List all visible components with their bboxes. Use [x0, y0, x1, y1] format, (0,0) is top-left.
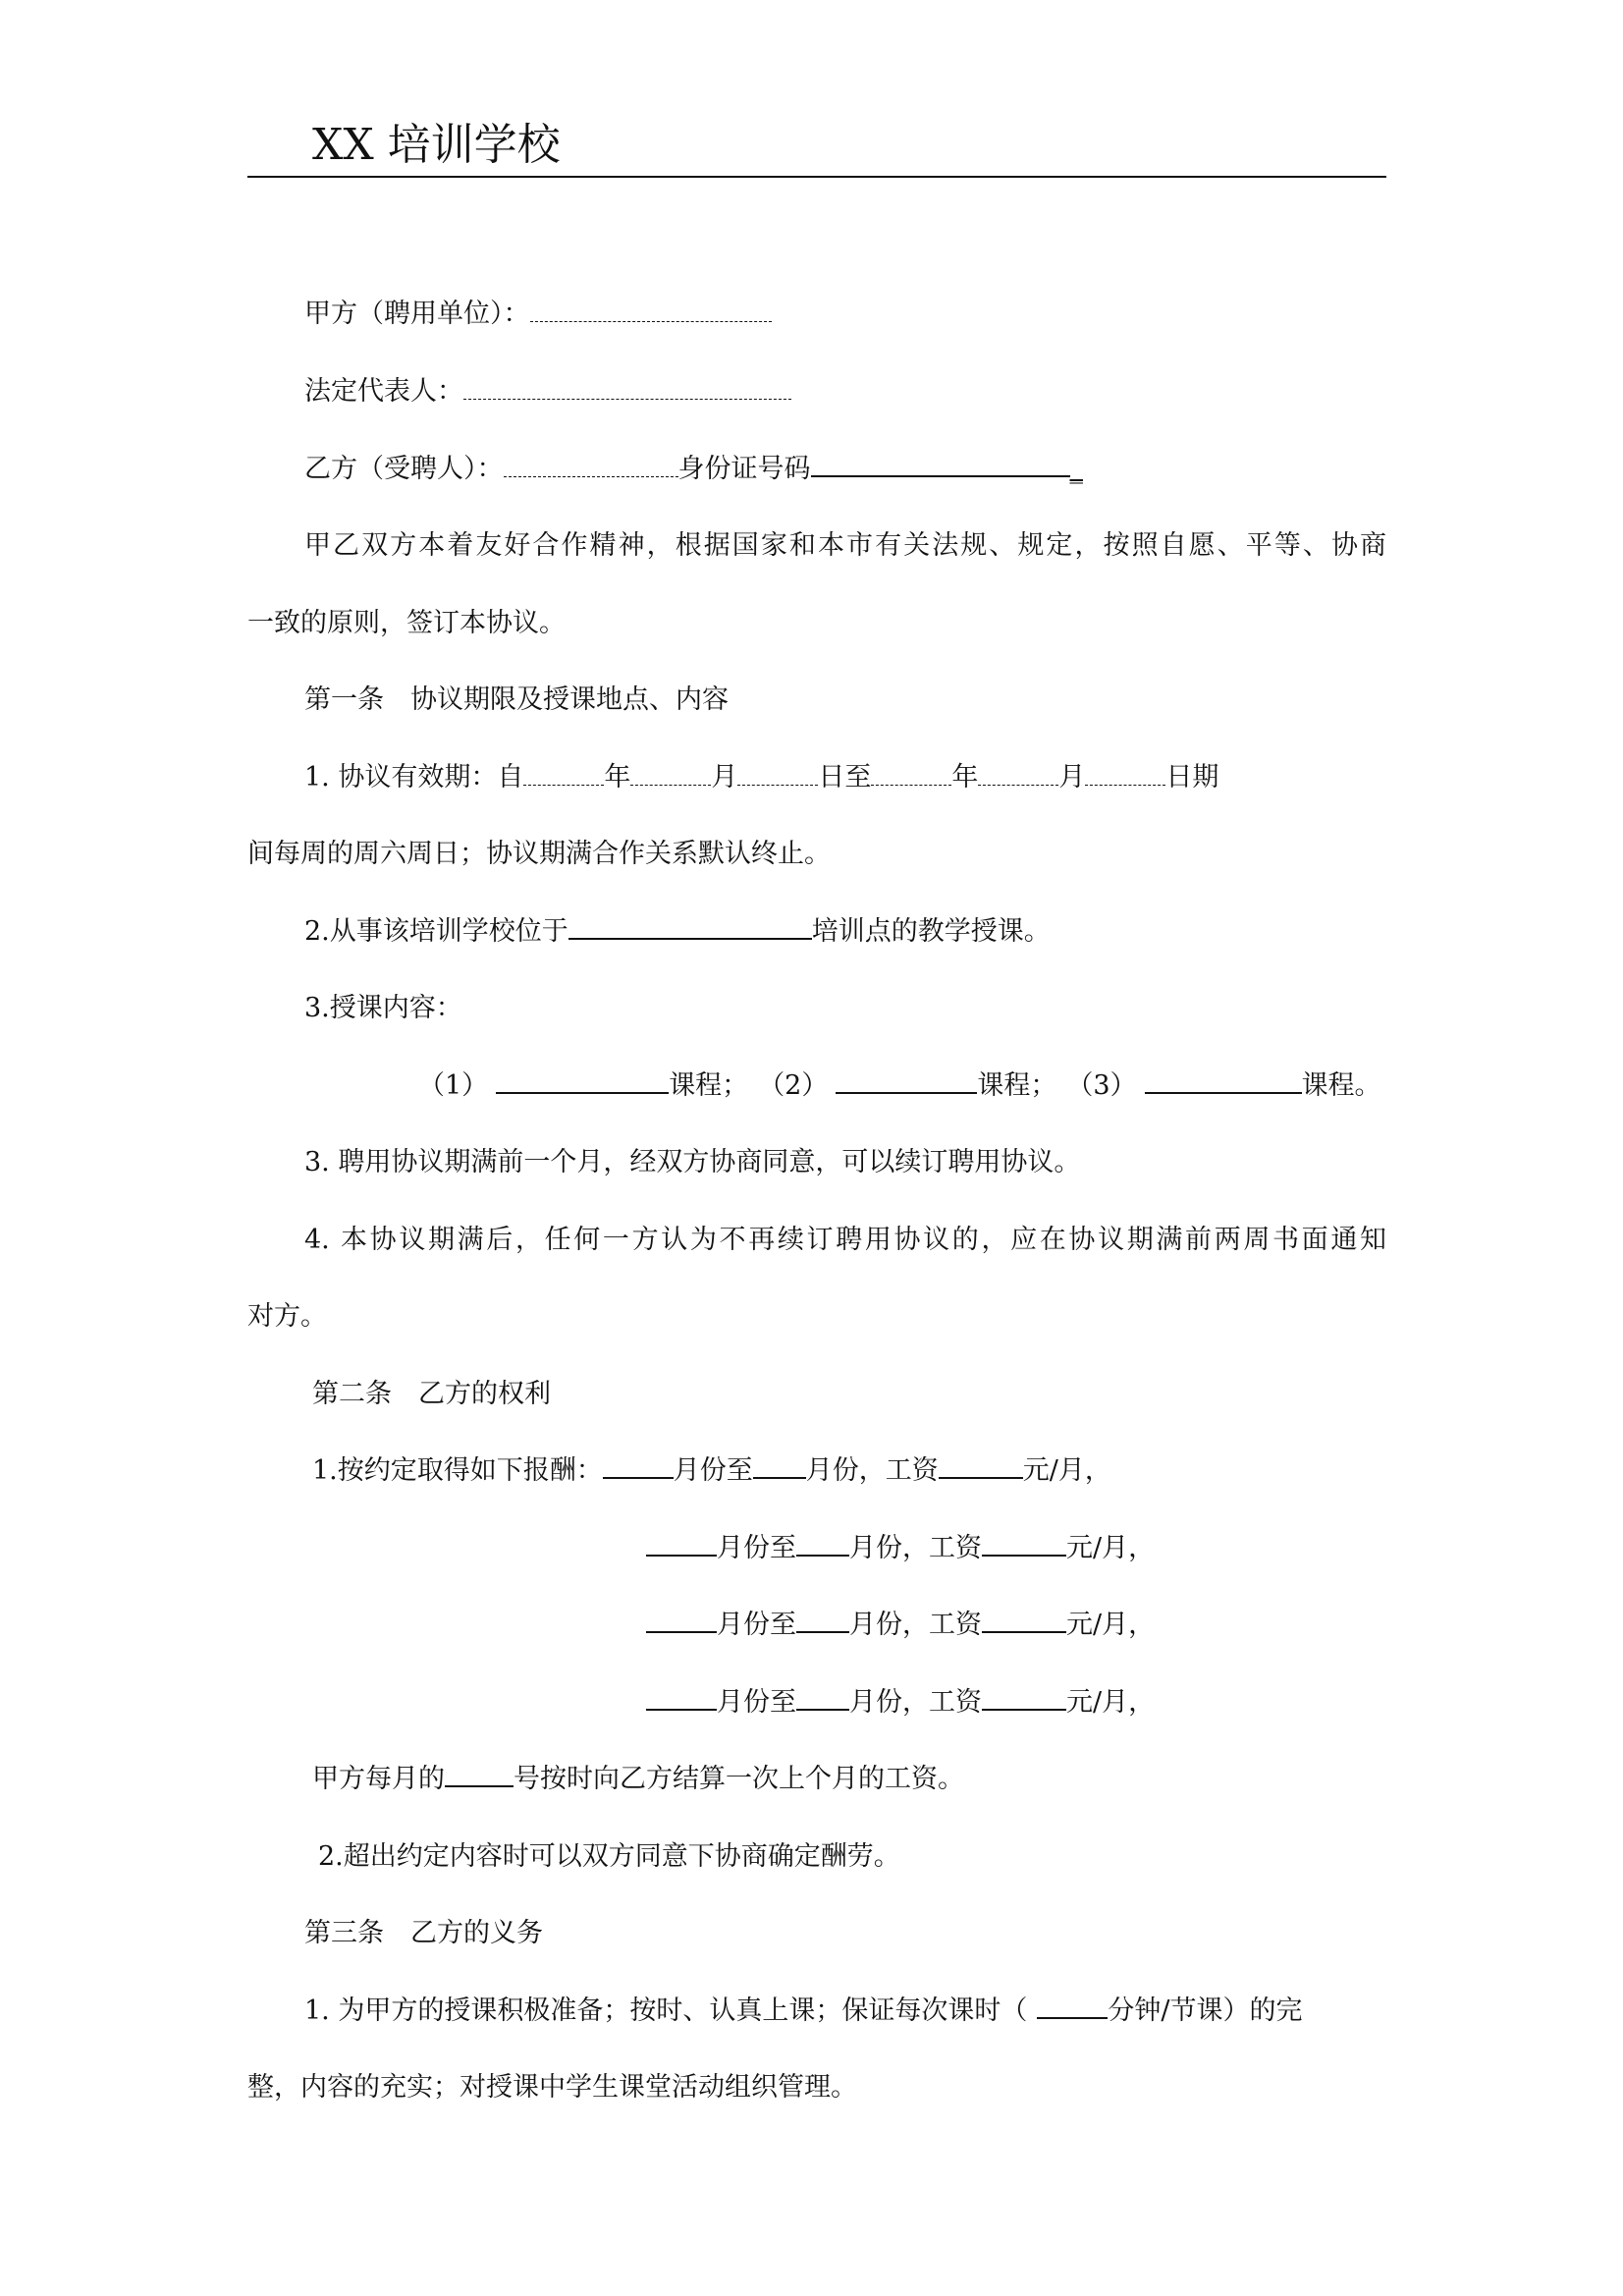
- course-3-label: 课程。: [1301, 1070, 1381, 1101]
- start-year-blank[interactable]: [523, 761, 604, 786]
- pay-3-wage-blank[interactable]: [982, 1608, 1066, 1633]
- location-line: [247, 912, 1386, 952]
- party-a-label: 甲方（聘用单位）：: [304, 299, 530, 329]
- settle-suffix: 号按时向乙方结算一次上个月的工资。: [514, 1764, 964, 1794]
- pay-4-wage-blank[interactable]: [982, 1685, 1066, 1711]
- courses-line: [247, 1066, 1386, 1106]
- pay-1-to-blank[interactable]: [753, 1453, 806, 1479]
- pay-2-month-to: 月份至: [717, 1533, 796, 1563]
- duty-line-1: [247, 1992, 1386, 2031]
- location-blank[interactable]: [568, 914, 812, 940]
- pay-3-unit: 元/月，: [1066, 1610, 1156, 1640]
- start-month-blank[interactable]: [630, 761, 711, 786]
- pay-3-to-blank[interactable]: [796, 1608, 849, 1633]
- party-a-blank[interactable]: [530, 298, 772, 322]
- start-month-label: 月: [711, 762, 738, 793]
- end-month-blank[interactable]: [978, 761, 1058, 786]
- end-month-label: 月: [1058, 762, 1086, 793]
- extra-pay-line: 2.超出约定内容时可以双方同意下协商确定酬劳。: [318, 1841, 900, 1872]
- start-day-label: 日至: [818, 762, 872, 793]
- pay-line-3: [247, 1606, 1386, 1645]
- pay-2-unit: 元/月，: [1066, 1533, 1156, 1563]
- pay-line-1: [247, 1451, 1386, 1491]
- course-1-label: 课程；: [669, 1070, 749, 1101]
- location-prefix: 2.从事该培训学校位于: [304, 916, 568, 947]
- settle-prefix: 甲方每月的: [312, 1764, 445, 1794]
- article-3-title: 第三条 乙方的义务: [304, 1918, 543, 1948]
- article-2-title: 第二条 乙方的权利: [312, 1379, 551, 1409]
- course-1-blank[interactable]: [496, 1068, 669, 1094]
- notice-line-1: 4. 本协议期满后，任何一方认为不再续订聘用协议的，应在协议期满前两周书面通知: [304, 1225, 1386, 1255]
- pay-4-from-blank[interactable]: [646, 1685, 717, 1711]
- party-b-line: [247, 450, 1386, 489]
- course-2-label: 课程；: [977, 1070, 1057, 1101]
- pay-2-wage-blank[interactable]: [982, 1531, 1066, 1557]
- settle-line: [247, 1760, 1386, 1799]
- pay-3-from-blank[interactable]: [646, 1608, 717, 1633]
- party-a-line: [247, 295, 1386, 334]
- id-number-blank[interactable]: [811, 452, 1070, 477]
- end-day-label: 日期: [1165, 762, 1219, 793]
- legal-rep-blank[interactable]: [463, 375, 791, 400]
- party-b-blank[interactable]: [504, 453, 678, 477]
- pay-1-wage-blank[interactable]: [939, 1453, 1023, 1479]
- start-year-label: 年: [604, 762, 631, 793]
- course-2-blank[interactable]: [836, 1068, 977, 1094]
- pay-1-from-blank[interactable]: [603, 1453, 674, 1479]
- legal-rep-line: [247, 372, 1386, 411]
- end-year-label: 年: [951, 762, 979, 793]
- pay-4-month-wage: 月份，工资: [849, 1687, 982, 1718]
- pay-1-month-wage: 月份，工资: [805, 1455, 939, 1486]
- pay-line-4: [247, 1683, 1386, 1722]
- id-number-label: 身份证号码: [677, 454, 811, 484]
- intro-line-1: 甲乙双方本着友好合作精神，根据国家和本市有关法规、规定，按照自愿、平等、协商: [304, 530, 1386, 561]
- course-2-number: （2）: [758, 1070, 829, 1101]
- pay-2-from-blank[interactable]: [646, 1531, 717, 1557]
- location-suffix: 培训点的教学授课。: [811, 916, 1051, 947]
- notice-line-2: 对方。: [247, 1301, 327, 1332]
- pay-2-to-blank[interactable]: [796, 1531, 849, 1557]
- pay-1-month-to: 月份至: [673, 1455, 753, 1486]
- settle-day-blank[interactable]: [445, 1762, 514, 1787]
- page-header-title: XX 培训学校: [312, 120, 561, 170]
- end-year-blank[interactable]: [871, 761, 951, 786]
- term-line-2: 间每周的周六周日；协议期满合作关系默认终止。: [247, 839, 831, 869]
- term-line-1: [247, 758, 1386, 797]
- pay-2-month-wage: 月份，工资: [849, 1533, 982, 1563]
- pay-3-month-wage: 月份，工资: [849, 1610, 982, 1640]
- party-b-label: 乙方（受聘人）：: [304, 454, 504, 484]
- header-divider: [247, 176, 1386, 178]
- id-number-trail: _: [1069, 454, 1083, 484]
- lesson-minutes-blank[interactable]: [1037, 1994, 1108, 2019]
- pay-4-month-to: 月份至: [717, 1687, 796, 1718]
- course-3-blank[interactable]: [1145, 1068, 1302, 1094]
- course-3-number: （3）: [1066, 1070, 1137, 1101]
- legal-rep-label: 法定代表人：: [304, 376, 463, 407]
- article-1-title: 第一条 协议期限及授课地点、内容: [304, 684, 729, 715]
- start-day-blank[interactable]: [737, 761, 818, 786]
- duty-line-2: 整，内容的充实；对授课中学生课堂活动组织管理。: [247, 2072, 857, 2103]
- pay-4-to-blank[interactable]: [796, 1685, 849, 1711]
- pay-4-unit: 元/月，: [1066, 1687, 1156, 1718]
- pay-line-2: [247, 1529, 1386, 1568]
- duty-line-1-b: 分钟/节课）的完: [1108, 1995, 1303, 2026]
- pay-1-unit: 元/月，: [1022, 1455, 1111, 1486]
- intro-line-2: 一致的原则，签订本协议。: [247, 608, 566, 638]
- duty-line-1-a: 1. 为甲方的授课积极准备；按时、认真上课；保证每次课时（: [304, 1995, 1028, 2026]
- renew-line: 3. 聘用协议期满前一个月，经双方协商同意，可以续订聘用协议。: [304, 1147, 1081, 1177]
- term-prefix: 1. 协议有效期：自: [304, 762, 524, 793]
- pay-3-month-to: 月份至: [717, 1610, 796, 1640]
- content-label: 3.授课内容：: [304, 993, 462, 1023]
- course-1-number: （1）: [418, 1070, 489, 1101]
- pay-prefix: 1.按约定取得如下报酬：: [312, 1455, 603, 1486]
- end-day-blank[interactable]: [1085, 761, 1165, 786]
